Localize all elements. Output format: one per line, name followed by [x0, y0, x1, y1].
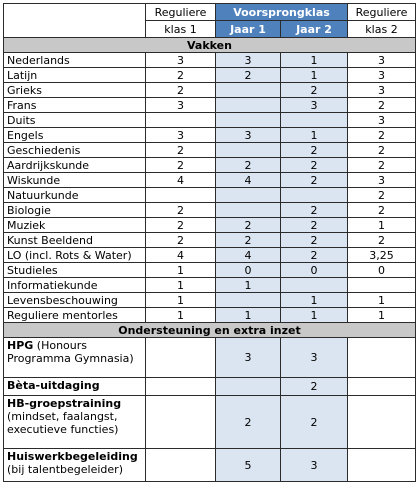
subject-name: Wiskunde [4, 173, 146, 188]
hours-regular-1: 2 [146, 218, 216, 233]
hours-year-1: 3 [216, 128, 281, 143]
hours-regular-1: 2 [146, 158, 216, 173]
hours-year-1 [216, 143, 281, 158]
subject-row [4, 248, 416, 263]
support-year-1: 5 [216, 449, 281, 482]
subject-name: Natuurkunde [4, 188, 146, 203]
hours-year-2: 1 [281, 308, 348, 323]
support-row [4, 449, 416, 482]
hours-regular-1: 3 [146, 53, 216, 68]
subject-row [4, 278, 416, 293]
hours-year-2: 3 [281, 98, 348, 113]
section-title-vakken: Vakken [4, 38, 416, 53]
subject-row [4, 188, 416, 203]
hours-year-2 [281, 278, 348, 293]
subject-name: Studieles [4, 263, 146, 278]
subject-row [4, 308, 416, 323]
header-voorsprongklas: Voorsprongklas [216, 4, 348, 21]
support-name-detail: (mindset, faalangst, executieve functies) [7, 410, 119, 436]
lesson-hours-table [3, 3, 416, 482]
support-regular-1 [146, 378, 216, 396]
hours-regular-2: 1 [348, 293, 416, 308]
subject-name: Aardrijkskunde [4, 158, 146, 173]
hours-year-2: 0 [281, 263, 348, 278]
subject-name: Grieks [4, 83, 146, 98]
header-year-2: Jaar 2 [281, 21, 348, 38]
hours-year-1 [216, 98, 281, 113]
hours-year-2: 1 [281, 68, 348, 83]
hours-year-1: 1 [216, 308, 281, 323]
support-row [4, 396, 416, 449]
hours-regular-2: 1 [348, 218, 416, 233]
support-regular-1 [146, 449, 216, 482]
hours-regular-1: 3 [146, 98, 216, 113]
subject-name: Geschiedenis [4, 143, 146, 158]
hours-regular-2: 1 [348, 308, 416, 323]
subject-name: Nederlands [4, 53, 146, 68]
subject-row [4, 203, 416, 218]
subject-row [4, 113, 416, 128]
hours-year-2: 2 [281, 203, 348, 218]
support-name [4, 338, 146, 378]
subject-row [4, 293, 416, 308]
support-name [4, 396, 146, 449]
hours-regular-2: 2 [348, 203, 416, 218]
hours-year-2: 2 [281, 233, 348, 248]
header-empty-cell [4, 4, 146, 38]
header-regular-class-1-sub: klas 1 [146, 21, 216, 38]
hours-year-1: 4 [216, 248, 281, 263]
support-regular-1 [146, 338, 216, 378]
hours-regular-2: 0 [348, 263, 416, 278]
subject-name: Informatiekunde [4, 278, 146, 293]
hours-regular-2: 3 [348, 53, 416, 68]
support-name [4, 449, 146, 482]
subject-row [4, 173, 416, 188]
hours-year-1: 4 [216, 173, 281, 188]
hours-regular-2: 2 [348, 233, 416, 248]
support-name-detail: (Honours Programma Gymnasia) [7, 339, 134, 365]
support-name-bold: Huiswerkbegeleiding [7, 450, 138, 463]
hours-year-1 [216, 188, 281, 203]
hours-year-1 [216, 293, 281, 308]
subject-name: Latijn [4, 68, 146, 83]
hours-regular-1: 2 [146, 83, 216, 98]
subject-name: LO (incl. Rots & Water) [4, 248, 146, 263]
support-year-1: 2 [216, 396, 281, 449]
hours-year-2: 2 [281, 248, 348, 263]
hours-regular-1: 1 [146, 278, 216, 293]
subject-row [4, 263, 416, 278]
subject-row [4, 158, 416, 173]
hours-regular-2 [348, 278, 416, 293]
hours-regular-1: 3 [146, 128, 216, 143]
support-regular-2 [348, 338, 416, 378]
hours-regular-2: 3,25 [348, 248, 416, 263]
header-regular-class-2: Reguliere [348, 4, 416, 21]
hours-year-1: 2 [216, 158, 281, 173]
section-vakken [4, 38, 416, 53]
hours-year-1: 3 [216, 53, 281, 68]
hours-year-2: 1 [281, 53, 348, 68]
hours-regular-2: 3 [348, 68, 416, 83]
support-regular-2 [348, 449, 416, 482]
support-name-bold: HPG [7, 339, 34, 352]
subject-name: Frans [4, 98, 146, 113]
hours-year-1: 0 [216, 263, 281, 278]
section-title-support: Ondersteuning en extra inzet [4, 323, 416, 338]
subject-row [4, 83, 416, 98]
support-row [4, 378, 416, 396]
hours-regular-1: 4 [146, 248, 216, 263]
hours-year-1: 2 [216, 68, 281, 83]
header-row-top [4, 4, 416, 21]
hours-year-2: 2 [281, 83, 348, 98]
support-regular-2 [348, 396, 416, 449]
support-name-detail: (bij talentbegeleider) [7, 463, 123, 476]
support-regular-1 [146, 396, 216, 449]
hours-regular-2: 3 [348, 173, 416, 188]
subject-row [4, 98, 416, 113]
subject-name: Kunst Beeldend [4, 233, 146, 248]
header-regular-class-1: Reguliere [146, 4, 216, 21]
hours-year-2: 1 [281, 293, 348, 308]
subject-name: Duits [4, 113, 146, 128]
hours-year-1: 2 [216, 218, 281, 233]
support-year-2: 2 [281, 378, 348, 396]
hours-year-1: 2 [216, 233, 281, 248]
support-year-2: 3 [281, 449, 348, 482]
hours-year-1 [216, 203, 281, 218]
hours-year-1 [216, 113, 281, 128]
subject-name: Reguliere mentorles [4, 308, 146, 323]
section-support [4, 323, 416, 338]
subject-row [4, 68, 416, 83]
hours-year-2: 2 [281, 218, 348, 233]
hours-regular-1 [146, 188, 216, 203]
support-year-2: 3 [281, 338, 348, 378]
subject-row [4, 128, 416, 143]
hours-year-2: 2 [281, 143, 348, 158]
subject-row [4, 233, 416, 248]
hours-year-2: 2 [281, 158, 348, 173]
hours-regular-1: 2 [146, 203, 216, 218]
subject-name: Engels [4, 128, 146, 143]
hours-year-2 [281, 188, 348, 203]
subject-name: Muziek [4, 218, 146, 233]
subject-row [4, 218, 416, 233]
hours-regular-1: 2 [146, 143, 216, 158]
support-year-1: 3 [216, 338, 281, 378]
support-name-bold: HB-groepstraining [7, 397, 122, 410]
hours-regular-2: 3 [348, 83, 416, 98]
header-regular-class-2-sub: klas 2 [348, 21, 416, 38]
subject-name: Levensbeschouwing [4, 293, 146, 308]
hours-regular-1: 1 [146, 293, 216, 308]
subject-row [4, 143, 416, 158]
header-year-1: Jaar 1 [216, 21, 281, 38]
hours-regular-1 [146, 113, 216, 128]
support-year-1 [216, 378, 281, 396]
support-name-bold: Bèta-uitdaging [7, 379, 100, 392]
hours-regular-2: 2 [348, 128, 416, 143]
support-year-2: 2 [281, 396, 348, 449]
hours-year-2: 2 [281, 173, 348, 188]
support-regular-2 [348, 378, 416, 396]
hours-regular-2: 2 [348, 98, 416, 113]
hours-year-1: 1 [216, 278, 281, 293]
hours-regular-1: 2 [146, 68, 216, 83]
support-name [4, 378, 146, 396]
hours-regular-1: 1 [146, 308, 216, 323]
hours-year-2: 1 [281, 128, 348, 143]
subject-name: Biologie [4, 203, 146, 218]
hours-regular-2: 2 [348, 143, 416, 158]
hours-regular-1: 4 [146, 173, 216, 188]
hours-year-2 [281, 113, 348, 128]
hours-regular-2: 2 [348, 188, 416, 203]
hours-regular-1: 2 [146, 233, 216, 248]
hours-year-1 [216, 83, 281, 98]
hours-regular-1: 1 [146, 263, 216, 278]
hours-regular-2: 3 [348, 113, 416, 128]
hours-regular-2: 2 [348, 158, 416, 173]
support-row [4, 338, 416, 378]
subject-row [4, 53, 416, 68]
